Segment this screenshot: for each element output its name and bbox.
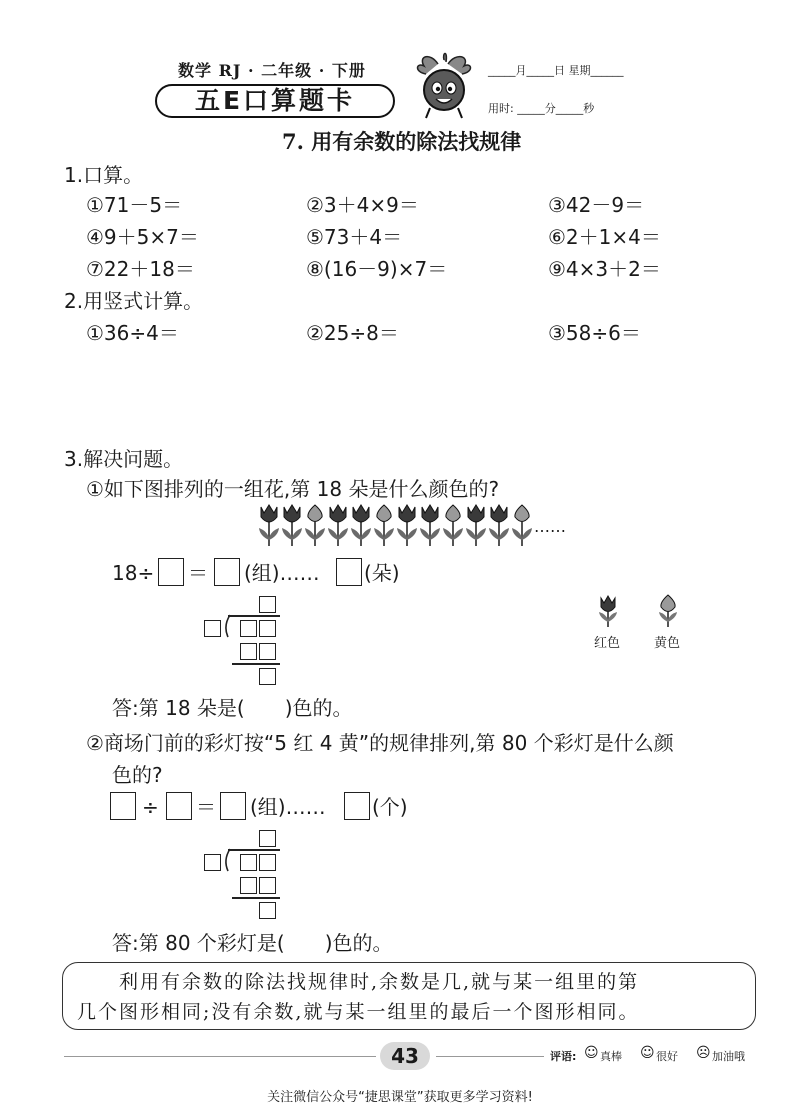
continuation-dots: ……: [534, 517, 566, 536]
calc-item: ⑤73＋4＝: [306, 225, 403, 249]
question-2-line2: 色的?: [112, 763, 163, 787]
yellow-flower-icon: [305, 505, 325, 546]
flower-sequence: [258, 504, 538, 548]
footer-rule-right: [436, 1056, 544, 1057]
unit-label: (个): [372, 795, 408, 819]
division-bracket: [222, 614, 232, 638]
division-bar: [228, 615, 280, 617]
yellow-flower-icon: [374, 505, 394, 546]
series-label: 数学 RJ · 二年级 · 下册: [178, 61, 366, 80]
question-2-line1: ②商场门前的彩灯按“5 红 4 黄”的规律排列,第 80 个彩灯是什么颜: [86, 731, 674, 755]
rating-label: 评语:: [550, 1050, 577, 1063]
yellow-flower-icon: [512, 505, 532, 546]
red-flower-icon: [259, 505, 279, 546]
division-bar: [228, 849, 280, 851]
equals-sign: ＝: [196, 795, 216, 819]
calc-item: ⑥2＋1×4＝: [548, 225, 661, 249]
quotient-box[interactable]: [259, 596, 276, 613]
section3-heading: 3.解决问题。: [64, 447, 184, 471]
answer-box-divisor[interactable]: [166, 792, 192, 820]
rating-cheer: 加油哦: [712, 1050, 745, 1063]
division-bracket: [222, 848, 232, 872]
dividend-box-ones[interactable]: [259, 854, 276, 871]
brand-title: 五E口算题卡: [194, 86, 356, 115]
calc-item: ①71－5＝: [86, 193, 183, 217]
red-flower-icon: [351, 505, 371, 546]
divisor-box[interactable]: [204, 620, 221, 637]
answer-1: 答:第 18 朵是( )色的。: [112, 696, 353, 720]
tip-line-1: 利用有余数的除法找规律时,余数是几,就与某一组里的第: [77, 971, 640, 993]
yellow-flower-icon: [443, 505, 463, 546]
answer-box-quotient[interactable]: [214, 558, 240, 586]
calc-item: ⑨4×3＋2＝: [548, 257, 661, 281]
great-face-icon[interactable]: ☺: [584, 1045, 599, 1061]
answer-box-remainder[interactable]: [336, 558, 362, 586]
red-flower-icon: [466, 505, 486, 546]
dividend-box-tens[interactable]: [240, 854, 257, 871]
time-line: 用时: _____分_____秒: [488, 102, 595, 115]
product-box-tens[interactable]: [240, 877, 257, 894]
dividend-box-ones[interactable]: [259, 620, 276, 637]
division-sign: ÷: [142, 795, 159, 819]
calc-item: ⑧(16－9)×7＝: [306, 257, 448, 281]
quotient-box[interactable]: [259, 830, 276, 847]
legend-red-label: 红色: [594, 636, 621, 651]
red-flower-icon: [282, 505, 302, 546]
radish-mascot-icon: [408, 50, 480, 122]
answer-2: 答:第 80 个彩灯是( )色的。: [112, 931, 393, 955]
page-title: 7. 用有余数的除法找规律: [282, 129, 522, 154]
calc-item: ③42－9＝: [548, 193, 645, 217]
calc-item: ④9＋5×7＝: [86, 225, 199, 249]
divisor-box[interactable]: [204, 854, 221, 871]
date-line: _____月_____日 星期______: [488, 64, 624, 77]
answer-box-remainder[interactable]: [344, 792, 370, 820]
answer-box-divisor[interactable]: [158, 558, 184, 586]
section2-heading: 2.用竖式计算。: [64, 289, 204, 313]
calc-item: ⑦22＋18＝: [86, 257, 195, 281]
answer-box-quotient[interactable]: [220, 792, 246, 820]
red-flower-icon: [328, 505, 348, 546]
remainder-box[interactable]: [259, 668, 276, 685]
subtraction-line: [232, 663, 280, 665]
unit-label: (朵): [364, 561, 400, 585]
answer-box-dividend[interactable]: [110, 792, 136, 820]
tip-box: [62, 962, 756, 1030]
product-box-ones[interactable]: [259, 643, 276, 660]
product-box-tens[interactable]: [240, 643, 257, 660]
vertical-calc-item: ②25÷8＝: [306, 321, 399, 345]
footer-note: 关注微信公众号“捷思课堂”获取更多学习资料!: [267, 1090, 533, 1105]
red-flower-icon: [420, 505, 440, 546]
calc-item: ②3＋4×9＝: [306, 193, 419, 217]
good-face-icon[interactable]: ☺: [640, 1045, 655, 1061]
footer-rule-left: [64, 1056, 376, 1057]
red-flower-icon: [596, 594, 620, 628]
red-flower-icon: [397, 505, 417, 546]
page-number: 43: [380, 1042, 430, 1070]
group-label: (组)……: [244, 561, 320, 585]
rating-great: 真棒: [600, 1050, 622, 1063]
dividend-box-tens[interactable]: [240, 620, 257, 637]
remainder-box[interactable]: [259, 902, 276, 919]
red-flower-icon: [489, 505, 509, 546]
section1-heading: 1.口算。: [64, 163, 144, 187]
equals-sign: ＝: [188, 561, 208, 585]
tip-line-2: 几个图形相同;没有余数,就与某一组里的最后一个图形相同。: [77, 1001, 640, 1023]
yellow-flower-icon: [656, 594, 680, 628]
product-box-ones[interactable]: [259, 877, 276, 894]
group-label: (组)……: [250, 795, 326, 819]
cheer-face-icon[interactable]: ☹: [696, 1045, 711, 1061]
legend-yellow-label: 黄色: [654, 636, 681, 651]
vertical-calc-item: ③58÷6＝: [548, 321, 641, 345]
rating-good: 很好: [656, 1050, 678, 1063]
question-1: ①如下图排列的一组花,第 18 朵是什么颜色的?: [86, 477, 500, 501]
vertical-calc-item: ①36÷4＝: [86, 321, 179, 345]
brand-banner: [155, 84, 395, 118]
subtraction-line: [232, 897, 280, 899]
equation-dividend: 18÷: [112, 561, 155, 585]
